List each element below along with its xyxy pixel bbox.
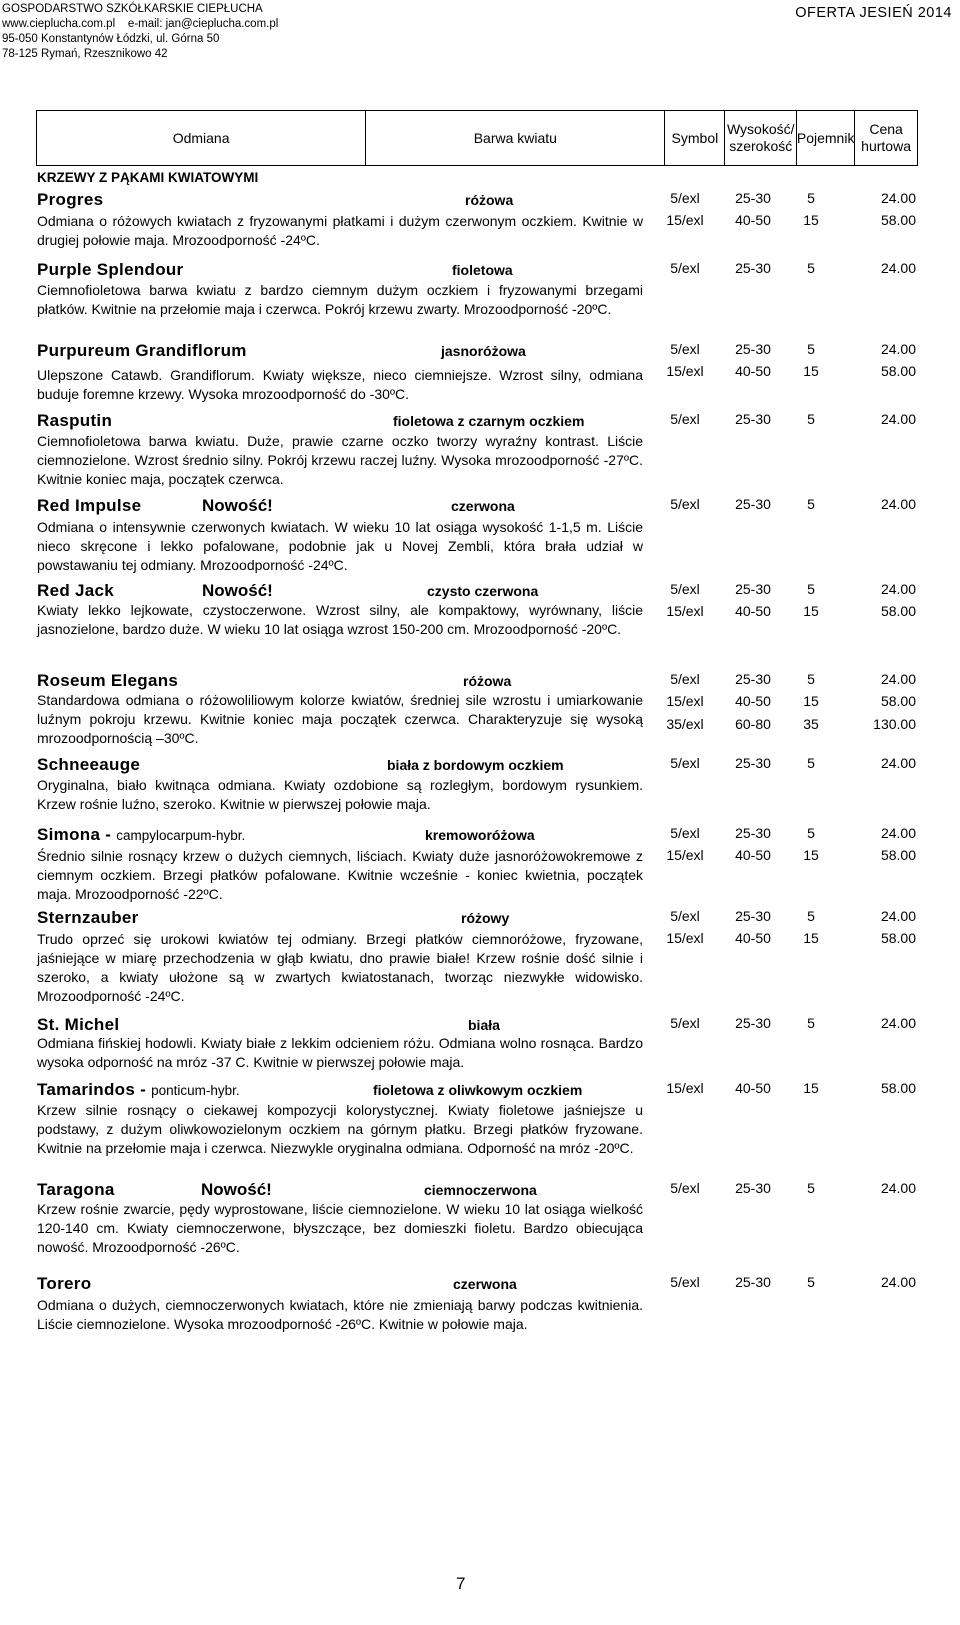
offer-symbol: 5/exl	[670, 190, 700, 206]
product-name-text: St. Michel	[37, 1015, 120, 1034]
offer-price: 24.00	[880, 341, 916, 357]
offer-size: 40-50	[735, 603, 771, 619]
offer-pot: 5	[807, 908, 815, 924]
flower-color: biała	[468, 1017, 500, 1033]
company-name: GOSPODARSTWO SZKÓŁKARSKIE CIEPŁUCHA	[2, 3, 263, 15]
address-line-2: 78-125 Rymań, Rzesznikowo 42	[2, 48, 168, 60]
offer-symbol: 5/exl	[670, 908, 700, 924]
product-entry	[37, 190, 932, 248]
col-cena: Cena hurtowa	[861, 121, 911, 154]
offer-pot: 5	[807, 341, 815, 357]
offer-size: 25-30	[735, 1274, 771, 1290]
product-entry	[37, 1274, 932, 1332]
product-name	[37, 496, 141, 516]
offer-row	[650, 603, 950, 623]
offer-pot: 5	[807, 671, 815, 687]
offer-symbol: 15/exl	[666, 930, 704, 946]
offer-size: 40-50	[735, 693, 771, 709]
product-description: Ciemnofioletowa barwa kwiatu z bardzo ciemnym dużym oczkiem i fryzowanymi brzegami płatków. Kwitnie na przełomie maja i czerwca. Pokrój krzewu zwarty. Mrozoodporność -20ºC.	[37, 282, 643, 317]
product-name	[37, 755, 140, 775]
flower-color: fioletowa	[452, 262, 513, 278]
offer-size: 25-30	[735, 341, 771, 357]
product-entry	[37, 260, 932, 317]
flower-color: czerwona	[451, 498, 515, 514]
offer-symbol: 15/exl	[666, 847, 704, 863]
offer-row	[650, 212, 950, 232]
offer-row	[650, 755, 950, 775]
offer-price: 58.00	[880, 930, 916, 946]
product-description: Odmiana fińskiej hodowli. Kwiaty białe z lekkim odcieniem różu. Odmiana wolno rosnąca. Bardzo wysoka odporność na mróz -37 C. Kwitnie w pierwszej połowie maja.	[37, 1035, 643, 1070]
offer-size: 25-30	[735, 825, 771, 841]
product-description: Krzew silnie rosnący o ciekawej kompozycji kolorystycznej. Kwiaty fioletowe jaśniejsze u podstawy, z dużym oliwkowozielonym oczkiem na górnym płatku. Brzegi płatków fryzowane. Kwitnie na przełomie maja i czerwca. Niezwykle oryginalna odmiana. Odporność na mróz -20ºC.	[37, 1102, 643, 1156]
product-name-text: Roseum Elegans	[37, 671, 179, 690]
product-hybrid-group: ponticum-hybr.	[151, 1083, 240, 1098]
offer-size: 25-30	[735, 908, 771, 924]
col-symbol: Symbol	[665, 111, 725, 165]
column-header-row	[36, 110, 918, 166]
product-entry	[37, 411, 932, 487]
product-name-text: Tamarindos -	[37, 1080, 152, 1099]
offer-row	[650, 363, 950, 383]
offer-pot: 15	[803, 1080, 819, 1096]
offer-symbol: 5/exl	[670, 411, 700, 427]
product-hybrid-group: campylocarpum-hybr.	[116, 828, 246, 843]
product-description: Odmiana o różowych kwiatach z fryzowanymi płatkami i dużym czerwonym oczkiem. Kwitnie w drugiej połowie maja. Mrozoodporność -24ºC.	[37, 213, 643, 248]
offer-size: 40-50	[735, 363, 771, 379]
offer-pot: 15	[803, 847, 819, 863]
product-name	[37, 1015, 119, 1035]
product-entry	[37, 671, 932, 746]
product-entry	[37, 908, 932, 1004]
offer-symbol: 5/exl	[670, 671, 700, 687]
offer-price: 24.00	[880, 671, 916, 687]
product-name	[37, 581, 114, 601]
contact-line	[2, 17, 278, 32]
offer-pot: 5	[807, 755, 815, 771]
product-description: Oryginalna, biało kwitnąca odmiana. Kwiaty ozdobione są rozległym, bordowym rysunkiem. Krzew rośnie luźno, szeroko. Kwitnie w pierwszej połowie maja.	[37, 777, 643, 812]
product-name-text: Rasputin	[37, 411, 113, 430]
offer-row	[650, 693, 950, 713]
offer-pot: 5	[807, 1180, 815, 1196]
offer-price: 24.00	[880, 825, 916, 841]
offer-pot: 15	[803, 212, 819, 228]
offer-row	[650, 190, 950, 210]
offer-price: 24.00	[880, 496, 916, 512]
offer-price: 58.00	[880, 693, 916, 709]
new-badge: Nowość!	[202, 496, 273, 515]
flower-color: czysto czerwona	[427, 583, 539, 599]
offer-row	[650, 1080, 950, 1100]
section-title: KRZEWY Z PĄKAMI KWIATOWYMI	[37, 170, 259, 185]
flower-color: czerwona	[453, 1276, 517, 1292]
offer-pot: 5	[807, 496, 815, 512]
offer-row	[650, 908, 950, 928]
offer-row	[650, 411, 950, 431]
product-name	[37, 1080, 240, 1100]
product-name-text: Sternzauber	[37, 908, 139, 927]
offer-size: 25-30	[735, 411, 771, 427]
col-odmiana: Odmiana	[37, 111, 366, 165]
offer-price: 24.00	[880, 260, 916, 276]
offer-pot: 5	[807, 825, 815, 841]
offer-size: 25-30	[735, 260, 771, 276]
offer-pot: 5	[807, 190, 815, 206]
offer-symbol: 15/exl	[666, 1080, 704, 1096]
product-name-text: Torero	[37, 1274, 92, 1293]
offer-pot: 5	[807, 1274, 815, 1290]
offer-row	[650, 581, 950, 601]
offer-symbol: 5/exl	[670, 260, 700, 276]
offer-symbol: 15/exl	[666, 693, 704, 709]
product-name-text: Schneeauge	[37, 755, 141, 774]
company-header	[2, 2, 278, 62]
offer-symbol: 5/exl	[670, 496, 700, 512]
offer-pot: 5	[807, 411, 815, 427]
offer-row	[650, 671, 950, 691]
offer-size: 40-50	[735, 847, 771, 863]
product-description: Ciemnofioletowa barwa kwiatu. Duże, prawie czarne oczko tworzy wyraźny kontrast. Liście ciemnozielone. Wzrost średnio silny. Pokrój krzewu raczej luźny. Wysoka mrozoodporność -27ºC. Kwitnie koniec maja, początek czerwca.	[37, 433, 643, 487]
offer-size: 25-30	[735, 581, 771, 597]
product-name-text: Taragona	[37, 1180, 115, 1199]
offer-pot: 35	[803, 716, 819, 732]
offer-price: 58.00	[880, 363, 916, 379]
offer-pot: 15	[803, 930, 819, 946]
product-entry	[37, 1180, 932, 1255]
page-number: 7	[456, 1574, 466, 1593]
offer-row	[650, 1274, 950, 1294]
offer-symbol: 5/exl	[670, 755, 700, 771]
offer-pot: 15	[803, 363, 819, 379]
product-entry	[37, 581, 932, 637]
product-entry	[37, 1080, 932, 1156]
offer-price: 58.00	[880, 847, 916, 863]
flower-color: jasnoróżowa	[441, 343, 526, 359]
flower-color: kremoworóżowa	[425, 827, 535, 843]
offer-symbol: 35/exl	[666, 716, 704, 732]
product-name-text: Progres	[37, 190, 104, 209]
product-entry	[37, 496, 932, 573]
flower-color: różowy	[461, 910, 510, 926]
offer-price: 24.00	[880, 755, 916, 771]
offer-symbol: 5/exl	[670, 581, 700, 597]
offer-price: 24.00	[880, 908, 916, 924]
col-barwa: Barwa kwiatu	[366, 111, 665, 165]
product-name	[37, 411, 112, 431]
col-wysokosc: Wysokość/ szerokość	[725, 111, 797, 165]
offer-row	[650, 825, 950, 845]
product-description: Standardowa odmiana o różowoliliowym kolorze kwiatów, średniej sile wzrostu i umiarkowanie luźnym pokroju krzewu. Kwitnie koniec maja początek czerwca. Charakteryzuje się wysoką mrozoodpornością –30ºC.	[37, 692, 643, 746]
offer-symbol: 5/exl	[670, 1180, 700, 1196]
product-description: Średnio silnie rosnący krzew o dużych ciemnych, liściach. Kwiaty duże jasnoróżowokremowe z ciemnym oczkiem. Brzegi płatków pofalowane. Kwitnie wcześnie - koniec kwietnia, początek maja. Mrozoodporność -22ºC.	[37, 848, 643, 902]
product-description: Krzew rośnie zwarcie, pędy wyprostowane, liście ciemnozielone. W wieku 10 lat osiąga wielkość 120-140 cm. Kwiaty ciemnoczerwone, błyszczące, bez domieszki fioletu. Bardzo obiecująca nowość. Mrozoodporność -26ºC.	[37, 1201, 643, 1255]
offer-title: OFERTA JESIEŃ 2014	[795, 5, 952, 21]
offer-price: 58.00	[880, 212, 916, 228]
offer-price: 24.00	[880, 1180, 916, 1196]
offer-symbol: 5/exl	[670, 1274, 700, 1290]
offer-pot: 5	[807, 260, 815, 276]
offer-row	[650, 260, 950, 280]
offer-row	[650, 1015, 950, 1035]
product-name-text: Purple Splendour	[37, 260, 184, 279]
flower-color: różowa	[465, 192, 514, 208]
flower-color: fioletowa z oliwkowym oczkiem	[373, 1082, 583, 1098]
product-name	[37, 825, 245, 845]
flower-color: różowa	[463, 673, 512, 689]
new-badge: Nowość!	[202, 581, 273, 600]
offer-size: 25-30	[735, 671, 771, 687]
offer-symbol: 5/exl	[670, 341, 700, 357]
offer-pot: 5	[807, 581, 815, 597]
offer-symbol: 15/exl	[666, 603, 704, 619]
flower-color: fioletowa z czarnym oczkiem	[393, 413, 585, 429]
offer-symbol: 5/exl	[670, 825, 700, 841]
website-link[interactable]: www.cieplucha.com.pl	[2, 18, 116, 30]
offer-price: 24.00	[880, 190, 916, 206]
product-name-text: Simona -	[37, 825, 117, 844]
product-name	[37, 908, 139, 928]
product-entry	[37, 755, 932, 812]
email-link[interactable]: e-mail: jan@cieplucha.com.pl	[127, 18, 279, 30]
product-name	[37, 1274, 91, 1294]
product-description: Odmiana o intensywnie czerwonych kwiatach. W wieku 10 lat osiąga wysokość 1-1,5 m. Liście nieco skręcone i lekko pofalowane, podobnie jak u Novej Zembli, która brała udział w powstawaniu tej odmiany. Mrozoodporność -24ºC.	[37, 519, 643, 573]
offer-size: 25-30	[735, 1015, 771, 1031]
product-name	[37, 190, 103, 210]
offer-price: 24.00	[880, 581, 916, 597]
product-description: Ulepszone Catawb. Grandiflorum. Kwiaty większe, nieco ciemniejsze. Wzrost silny, odmiana buduje foremne krzewy. Wysoka mrozoodporność do -30ºC.	[37, 367, 643, 402]
flower-color: biała z bordowym oczkiem	[387, 757, 564, 773]
offer-pot: 5	[807, 1015, 815, 1031]
offer-symbol: 5/exl	[670, 1015, 700, 1031]
offer-row	[650, 930, 950, 950]
new-badge: Nowość!	[201, 1180, 272, 1199]
offer-pot: 15	[803, 603, 819, 619]
product-name-text: Purpureum Grandiflorum	[37, 341, 247, 360]
offer-size: 40-50	[735, 212, 771, 228]
offer-size: 40-50	[735, 1080, 771, 1096]
col-pojemnik: Pojemnik	[797, 111, 855, 165]
offer-price: 24.00	[880, 1274, 916, 1290]
flower-color: ciemnoczerwona	[424, 1182, 537, 1198]
product-name	[37, 1180, 115, 1200]
offer-row	[650, 1180, 950, 1200]
offer-price: 58.00	[880, 603, 916, 619]
offer-symbol: 15/exl	[666, 212, 704, 228]
product-entry	[37, 825, 932, 902]
offer-price: 24.00	[880, 411, 916, 427]
product-name	[37, 341, 247, 361]
offer-pot: 15	[803, 693, 819, 709]
product-name	[37, 260, 183, 280]
product-name	[37, 671, 178, 691]
offer-size: 25-30	[735, 190, 771, 206]
offer-size: 25-30	[735, 755, 771, 771]
offer-size: 60-80	[735, 716, 771, 732]
product-entry	[37, 1015, 932, 1070]
product-name-text: Red Jack	[37, 581, 115, 600]
offer-size: 40-50	[735, 930, 771, 946]
offer-price: 58.00	[880, 1080, 916, 1096]
offer-size: 25-30	[735, 1180, 771, 1196]
offer-row	[650, 716, 950, 736]
product-description: Trudo oprzeć się urokowi kwiatów tej odmiany. Brzegi płatków ciemnoróżowe, fryzowane, jaśniejące w miarę przechodzenia w głąb kwiatu, dno prawie białe! Krzew rośnie dość silnie i szeroko, a kwiaty ułożone są w zwartych kwiatostanach, tworząc niezwykłe widowisko. Mrozoodporność -24ºC.	[37, 931, 643, 1004]
product-entry	[37, 341, 932, 402]
offer-symbol: 15/exl	[666, 363, 704, 379]
offer-row	[650, 341, 950, 361]
offer-price: 130.00	[873, 716, 916, 732]
offer-size: 25-30	[735, 496, 771, 512]
address-line-1: 95-050 Konstantynów Łódzki, ul. Górna 50	[2, 33, 220, 45]
product-description: Kwiaty lekko lejkowate, czystoczerwone. Wzrost silny, ale kompaktowy, wyrównany, liście jasnozielone, bardzo duże. W wieku 10 lat osiąga wzrost 150-200 cm. Mrozoodporność -20ºC.	[37, 602, 643, 637]
offer-row	[650, 847, 950, 867]
offer-row	[650, 496, 950, 516]
product-name-text: Red Impulse	[37, 496, 142, 515]
offer-price: 24.00	[880, 1015, 916, 1031]
product-description: Odmiana o dużych, ciemnoczerwonych kwiatach, które nie zmieniają barwy podczas kwitnienia. Liście ciemnozielone. Wysoka mrozoodporność -26ºC. Kwitnie w połowie maja.	[37, 1297, 643, 1332]
